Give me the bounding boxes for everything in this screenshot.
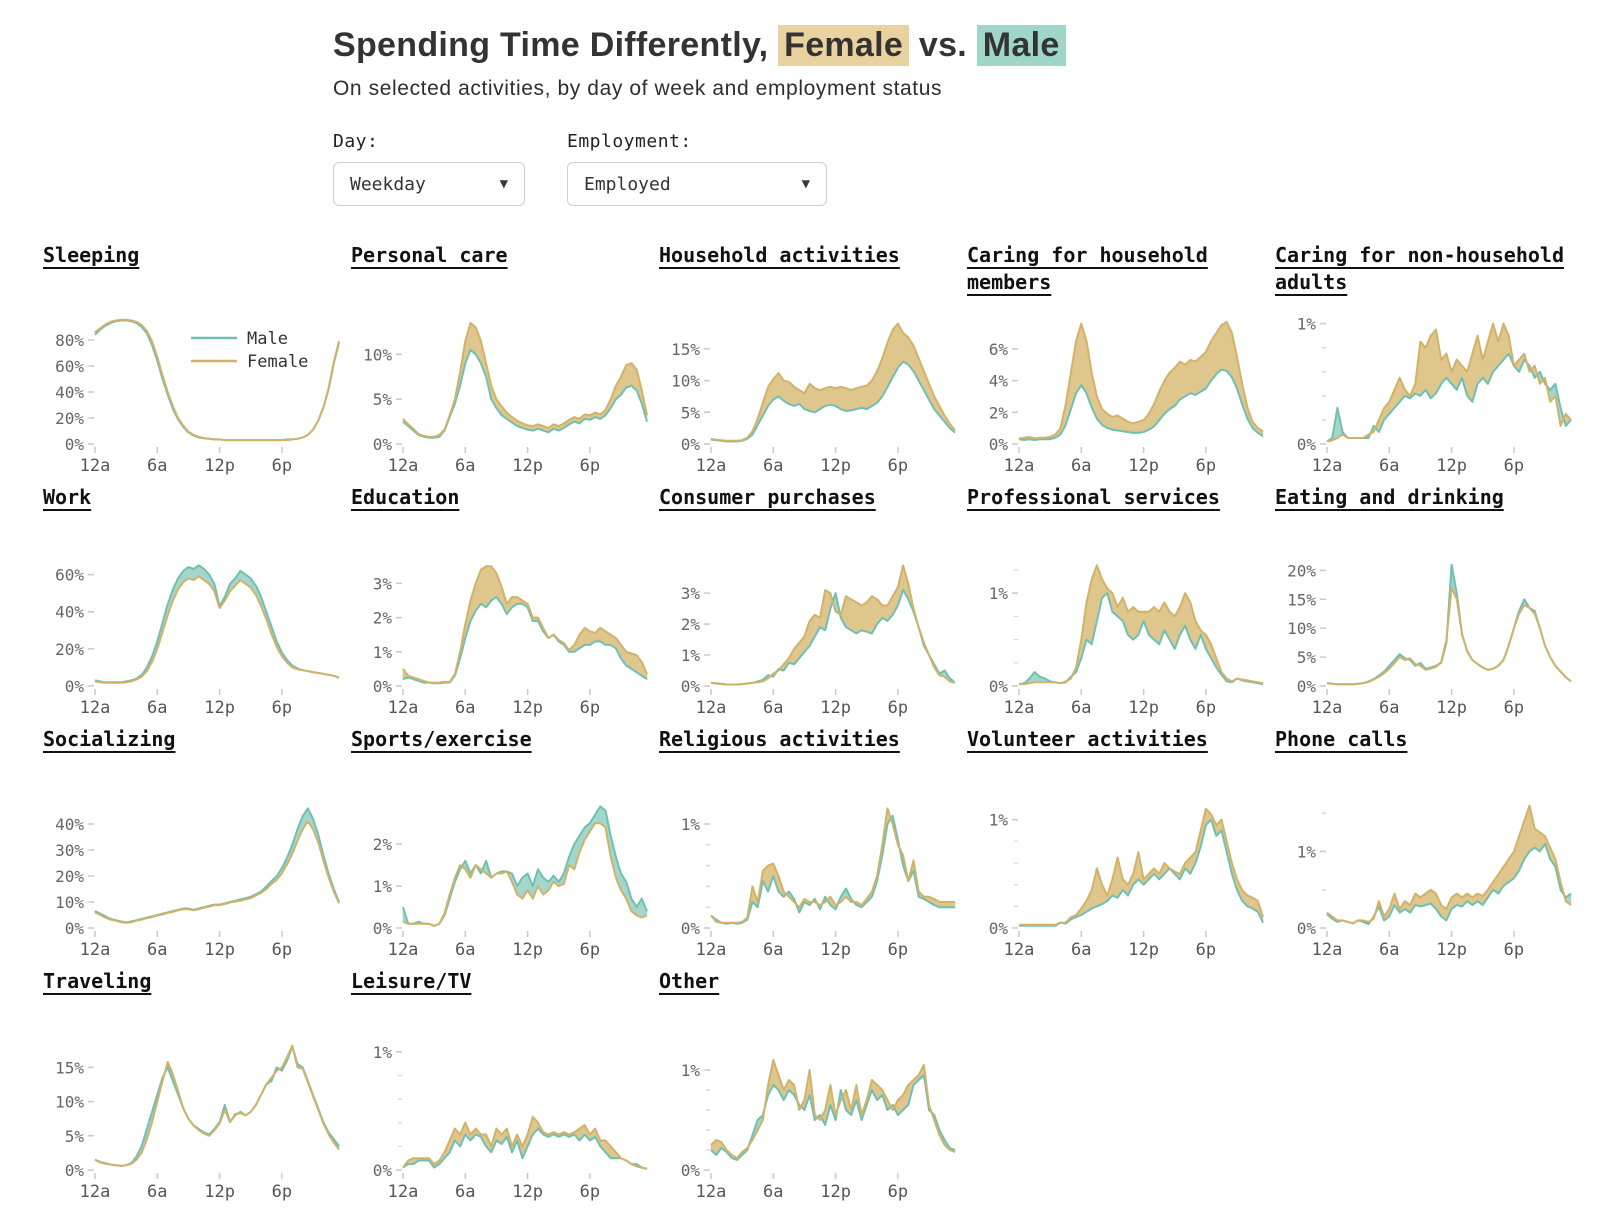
charts-grid — [43, 242, 1600, 1210]
svg-text:6p: 6p — [1195, 456, 1217, 477]
svg-text:12a: 12a — [1311, 456, 1343, 477]
svg-text:12a: 12a — [387, 456, 419, 477]
header — [333, 26, 1600, 101]
svg-text:60%: 60% — [55, 565, 84, 585]
chevron-down-icon: ▼ — [801, 176, 810, 193]
svg-text:15%: 15% — [55, 1058, 84, 1078]
svg-text:12a: 12a — [1003, 456, 1035, 477]
svg-text:12a: 12a — [387, 1182, 419, 1203]
svg-text:6a: 6a — [147, 940, 168, 961]
svg-text:Female: Female — [247, 352, 309, 373]
day-control — [333, 131, 525, 206]
svg-text:6a: 6a — [455, 456, 476, 477]
svg-text:40%: 40% — [55, 602, 84, 622]
page-subtitle: On selected activities, by day of week and employment status — [333, 77, 943, 101]
svg-text:0%: 0% — [372, 435, 392, 455]
svg-text:6p: 6p — [271, 698, 293, 719]
chart-cell — [1275, 242, 1575, 484]
svg-text:12a: 12a — [695, 1182, 727, 1203]
chart-plot — [659, 546, 959, 718]
svg-text:0%: 0% — [988, 435, 1008, 455]
title-male-highlight: Male — [977, 25, 1066, 66]
svg-text:6a: 6a — [763, 1182, 784, 1203]
svg-text:6p: 6p — [579, 698, 601, 719]
svg-text:0%: 0% — [64, 677, 84, 697]
chart-cell — [43, 968, 343, 1210]
page-title — [333, 26, 1600, 65]
chart-title-wrap — [351, 484, 651, 546]
chart-cell — [43, 726, 343, 968]
svg-text:40%: 40% — [55, 383, 84, 403]
chart-title-link[interactable]: Professional services — [967, 485, 1220, 510]
svg-text:6p: 6p — [887, 1182, 909, 1203]
chart-cell — [351, 968, 651, 1210]
svg-text:5%: 5% — [680, 403, 700, 423]
svg-text:20%: 20% — [55, 639, 84, 659]
chart-title-wrap — [43, 726, 343, 788]
svg-text:0%: 0% — [988, 677, 1008, 697]
svg-text:3%: 3% — [680, 584, 700, 604]
employment-control — [567, 131, 827, 206]
svg-text:12p: 12p — [512, 1182, 543, 1203]
svg-text:12a: 12a — [387, 698, 419, 719]
svg-text:1%: 1% — [372, 877, 392, 897]
chart-title-link[interactable]: Eating and drinking — [1275, 485, 1504, 510]
chart-cell — [351, 484, 651, 726]
svg-text:10%: 10% — [363, 345, 392, 365]
svg-text:12p: 12p — [1436, 698, 1467, 719]
svg-text:6a: 6a — [1379, 698, 1400, 719]
chart-title-link[interactable]: Other — [659, 969, 720, 994]
svg-text:12a: 12a — [1311, 698, 1343, 719]
svg-text:6a: 6a — [1071, 456, 1092, 477]
svg-text:6a: 6a — [455, 1182, 476, 1203]
svg-text:12a: 12a — [695, 940, 727, 961]
employment-dropdown[interactable] — [567, 162, 827, 206]
svg-text:1%: 1% — [680, 815, 700, 835]
svg-text:Male: Male — [247, 329, 288, 350]
chart-title-link[interactable]: Education — [351, 485, 460, 510]
svg-text:12a: 12a — [79, 698, 111, 719]
chart-title-wrap — [43, 968, 343, 1030]
svg-text:6a: 6a — [455, 698, 476, 719]
chart-plot — [659, 304, 959, 476]
svg-text:4%: 4% — [988, 371, 1008, 391]
chart-title-wrap — [1275, 726, 1575, 788]
title-female-highlight: Female — [778, 25, 909, 66]
svg-text:20%: 20% — [55, 409, 84, 429]
chart-title-link[interactable]: Caring for non-household adults — [1275, 243, 1564, 295]
chart-title-link[interactable]: Caring for household members — [967, 243, 1208, 295]
chart-title-wrap — [967, 484, 1267, 546]
svg-text:12p: 12p — [204, 1182, 235, 1203]
svg-text:0%: 0% — [64, 1161, 84, 1181]
svg-text:6a: 6a — [1379, 940, 1400, 961]
chart-cell — [659, 726, 959, 968]
svg-text:1%: 1% — [372, 642, 392, 662]
svg-text:12p: 12p — [820, 940, 851, 961]
svg-text:0%: 0% — [1296, 435, 1316, 455]
svg-text:0%: 0% — [1296, 677, 1316, 697]
chart-title-link[interactable]: Religious activities — [659, 727, 900, 752]
chart-cell — [967, 726, 1267, 968]
chart-title-wrap — [967, 726, 1267, 788]
chart-title-link[interactable]: Personal care — [351, 243, 508, 268]
chart-plot — [43, 788, 343, 960]
chevron-down-icon: ▼ — [499, 176, 508, 193]
svg-text:12p: 12p — [1128, 698, 1159, 719]
chart-title-link[interactable]: Household activities — [659, 243, 900, 268]
svg-text:12a: 12a — [695, 698, 727, 719]
chart-cell — [967, 484, 1267, 726]
svg-text:15%: 15% — [671, 339, 700, 359]
chart-title-link[interactable]: Traveling — [43, 969, 152, 994]
chart-title-link[interactable]: Work — [43, 485, 92, 510]
day-dropdown[interactable] — [333, 162, 525, 206]
svg-text:6a: 6a — [147, 456, 168, 477]
chart-cell — [659, 484, 959, 726]
svg-text:3%: 3% — [372, 574, 392, 594]
svg-text:2%: 2% — [988, 403, 1008, 423]
svg-text:6p: 6p — [1503, 456, 1525, 477]
svg-text:6p: 6p — [887, 940, 909, 961]
chart-plot — [351, 546, 651, 718]
chart-title-wrap — [967, 242, 1267, 304]
chart-cell — [1275, 726, 1575, 968]
svg-text:12p: 12p — [820, 456, 851, 477]
chart-title-link[interactable]: Sports/exercise — [351, 727, 532, 752]
chart-title-link[interactable]: Sleeping — [43, 243, 140, 268]
svg-text:12p: 12p — [512, 940, 543, 961]
svg-text:12p: 12p — [1436, 940, 1467, 961]
svg-text:60%: 60% — [55, 357, 84, 377]
svg-text:0%: 0% — [372, 919, 392, 939]
svg-text:20%: 20% — [1287, 561, 1316, 581]
chart-cell — [43, 484, 343, 726]
chart-title-wrap — [43, 242, 343, 304]
svg-text:6p: 6p — [271, 1182, 293, 1203]
svg-text:1%: 1% — [988, 810, 1008, 830]
chart-cell — [659, 968, 959, 1210]
chart-plot — [967, 546, 1267, 718]
title-prefix: Spending Time Differently, — [333, 26, 779, 64]
svg-text:1%: 1% — [988, 584, 1008, 604]
svg-text:1%: 1% — [1296, 314, 1316, 334]
svg-text:0%: 0% — [680, 919, 700, 939]
chart-plot — [967, 788, 1267, 960]
svg-text:6a: 6a — [147, 1182, 168, 1203]
svg-text:0%: 0% — [372, 1161, 392, 1181]
svg-text:6p: 6p — [887, 698, 909, 719]
svg-text:6a: 6a — [1071, 698, 1092, 719]
svg-text:0%: 0% — [64, 435, 84, 455]
chart-title-wrap — [351, 726, 651, 788]
chart-plot — [351, 1030, 651, 1202]
svg-text:2%: 2% — [680, 615, 700, 635]
controls — [333, 131, 1600, 206]
svg-text:6a: 6a — [763, 940, 784, 961]
svg-text:12a: 12a — [1003, 940, 1035, 961]
chart-plot — [659, 788, 959, 960]
chart-plot — [1275, 304, 1575, 476]
svg-text:10%: 10% — [55, 1092, 84, 1112]
svg-text:12a: 12a — [79, 1182, 111, 1203]
svg-text:1%: 1% — [372, 1042, 392, 1062]
svg-text:80%: 80% — [55, 331, 84, 351]
svg-text:6p: 6p — [1195, 698, 1217, 719]
chart-title-link[interactable]: Socializing — [43, 727, 176, 752]
chart-plot — [659, 1030, 959, 1202]
svg-text:12p: 12p — [1128, 940, 1159, 961]
svg-text:6p: 6p — [579, 940, 601, 961]
chart-title-link[interactable]: Volunteer activities — [967, 727, 1208, 752]
svg-text:0%: 0% — [680, 1161, 700, 1181]
svg-text:12a: 12a — [1003, 698, 1035, 719]
chart-title-wrap — [659, 242, 959, 304]
svg-text:6p: 6p — [579, 1182, 601, 1203]
day-dropdown-value: Weekday — [350, 173, 426, 195]
svg-text:6a: 6a — [147, 698, 168, 719]
svg-text:0%: 0% — [680, 677, 700, 697]
svg-text:1%: 1% — [680, 646, 700, 666]
svg-text:0%: 0% — [372, 677, 392, 697]
svg-text:0%: 0% — [680, 435, 700, 455]
svg-text:6p: 6p — [1503, 698, 1525, 719]
svg-text:0%: 0% — [988, 919, 1008, 939]
svg-text:6%: 6% — [988, 339, 1008, 359]
svg-text:6a: 6a — [1379, 456, 1400, 477]
svg-text:12p: 12p — [820, 698, 851, 719]
chart-title-link[interactable]: Leisure/TV — [351, 969, 472, 994]
svg-text:10%: 10% — [1287, 619, 1316, 639]
chart-cell — [351, 726, 651, 968]
employment-dropdown-value: Employed — [584, 173, 671, 195]
svg-text:12p: 12p — [1128, 456, 1159, 477]
title-vs: vs. — [909, 26, 977, 64]
chart-plot — [43, 546, 343, 718]
chart-cell — [1275, 484, 1575, 726]
chart-plot — [1275, 788, 1575, 960]
svg-text:15%: 15% — [1287, 590, 1316, 610]
chart-plot — [43, 304, 343, 476]
day-label: Day: — [333, 131, 379, 153]
svg-text:6p: 6p — [271, 940, 293, 961]
svg-text:6p: 6p — [271, 456, 293, 477]
svg-text:12p: 12p — [1436, 456, 1467, 477]
svg-text:12a: 12a — [1311, 940, 1343, 961]
chart-title-wrap — [659, 968, 959, 1030]
svg-text:5%: 5% — [372, 390, 392, 410]
svg-text:6a: 6a — [763, 698, 784, 719]
employment-label: Employment: — [567, 131, 692, 153]
svg-text:20%: 20% — [55, 867, 84, 887]
chart-title-wrap — [1275, 484, 1575, 546]
svg-text:12p: 12p — [820, 1182, 851, 1203]
svg-text:12a: 12a — [387, 940, 419, 961]
chart-plot — [351, 788, 651, 960]
chart-cell — [659, 242, 959, 484]
svg-text:12p: 12p — [204, 456, 235, 477]
svg-text:10%: 10% — [671, 371, 700, 391]
svg-text:2%: 2% — [372, 835, 392, 855]
svg-text:6p: 6p — [1503, 940, 1525, 961]
chart-title-link[interactable]: Consumer purchases — [659, 485, 876, 510]
svg-text:6a: 6a — [763, 456, 784, 477]
svg-text:6p: 6p — [887, 456, 909, 477]
svg-text:30%: 30% — [55, 841, 84, 861]
chart-cell — [967, 242, 1267, 484]
chart-title-wrap — [1275, 242, 1575, 304]
svg-text:5%: 5% — [1296, 648, 1316, 668]
chart-plot — [967, 304, 1267, 476]
svg-text:12p: 12p — [204, 698, 235, 719]
svg-text:5%: 5% — [64, 1126, 84, 1146]
chart-cell — [351, 242, 651, 484]
svg-text:12a: 12a — [79, 940, 111, 961]
chart-cell — [43, 242, 343, 484]
chart-title-wrap — [43, 484, 343, 546]
chart-plot — [1275, 546, 1575, 718]
svg-text:12p: 12p — [512, 698, 543, 719]
svg-text:0%: 0% — [1296, 919, 1316, 939]
svg-text:0%: 0% — [64, 919, 84, 939]
svg-text:10%: 10% — [55, 893, 84, 913]
chart-title-wrap — [351, 242, 651, 304]
chart-title-wrap — [659, 484, 959, 546]
svg-text:6a: 6a — [455, 940, 476, 961]
chart-plot — [43, 1030, 343, 1202]
svg-text:6a: 6a — [1071, 940, 1092, 961]
svg-text:2%: 2% — [372, 608, 392, 628]
svg-text:12a: 12a — [695, 456, 727, 477]
svg-text:6p: 6p — [1195, 940, 1217, 961]
svg-text:1%: 1% — [1296, 842, 1316, 862]
svg-text:12p: 12p — [204, 940, 235, 961]
svg-text:12p: 12p — [512, 456, 543, 477]
chart-plot — [351, 304, 651, 476]
svg-text:6p: 6p — [579, 456, 601, 477]
svg-text:12a: 12a — [79, 456, 111, 477]
svg-text:1%: 1% — [680, 1061, 700, 1081]
svg-text:40%: 40% — [55, 815, 84, 835]
chart-title-wrap — [659, 726, 959, 788]
chart-title-link[interactable]: Phone calls — [1275, 727, 1408, 752]
chart-title-wrap — [351, 968, 651, 1030]
